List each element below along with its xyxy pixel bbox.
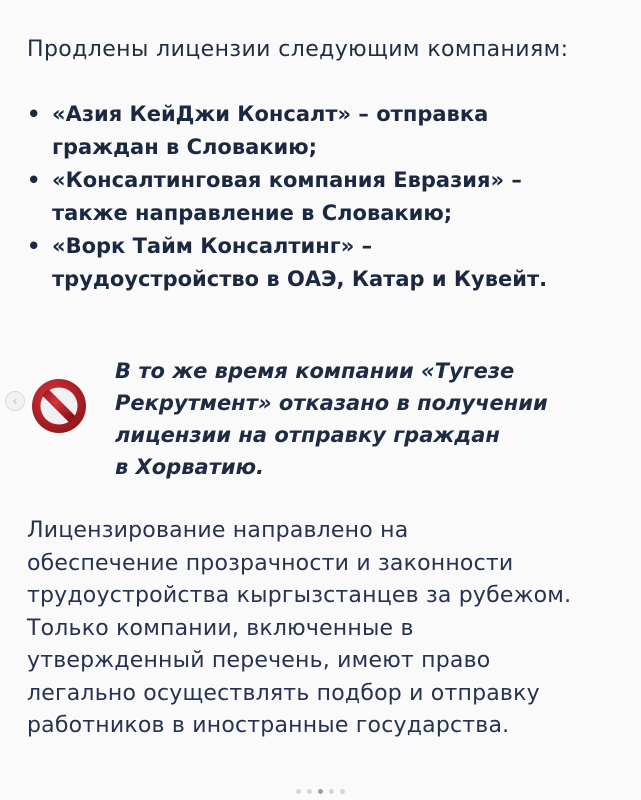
list-item-line: граждан в Словакию;: [52, 135, 318, 159]
list-item: [27, 164, 627, 230]
notice-line: лицензии на отправку граждан: [115, 423, 500, 447]
list-item-line: «Ворк Тайм Консалтинг» –: [52, 234, 373, 258]
licensed-companies-list: [27, 98, 627, 296]
carousel-indicator: [0, 789, 641, 794]
licensing-explanation: [27, 515, 627, 743]
list-item-line: трудоустройство в ОАЭ, Катар и Кувейт.: [52, 267, 548, 291]
list-item: [27, 98, 627, 164]
prohibited-icon: [30, 377, 88, 435]
body-line: Лицензирование направлено на: [27, 518, 409, 543]
body-line: работников в иностранные государства.: [27, 713, 510, 738]
carousel-prev-button[interactable]: ‹: [5, 391, 25, 411]
carousel-dot[interactable]: [340, 789, 345, 794]
body-line: Только компании, включенные в: [27, 615, 414, 641]
body-line: обеспечение прозрачности и законности: [27, 550, 514, 576]
list-item-line: «Консалтинговая компания Евразия» –: [52, 168, 522, 192]
bullet-dot: •: [27, 102, 41, 126]
notice-line: в Хорватию.: [115, 455, 264, 479]
intro-text: Продлены лицензии следующим компаниям:: [27, 37, 569, 62]
notice-line: В то же время компании «Тугезе: [115, 359, 515, 383]
carousel-dot[interactable]: [329, 789, 334, 794]
bullet-dot: •: [27, 168, 41, 192]
list-item-line: «Азия КейДжи Консалт» – отправка: [52, 102, 489, 126]
list-item-line: также направление в Словакию;: [52, 201, 453, 225]
body-line: легально осуществлять подбор и отправку: [27, 680, 540, 706]
carousel-dot-active[interactable]: [318, 789, 323, 794]
list-item: [27, 230, 627, 296]
body-line: трудоустройства кыргызстанцев за рубежом.: [27, 583, 572, 608]
carousel-dot[interactable]: [307, 789, 312, 794]
body-line: утвержденный перечень, имеют право: [27, 648, 491, 673]
notice-line: Рекрутмент» отказано в получении: [115, 391, 548, 415]
carousel-dot[interactable]: [296, 789, 301, 794]
refusal-notice: [115, 355, 585, 483]
bullet-dot: •: [27, 234, 41, 258]
